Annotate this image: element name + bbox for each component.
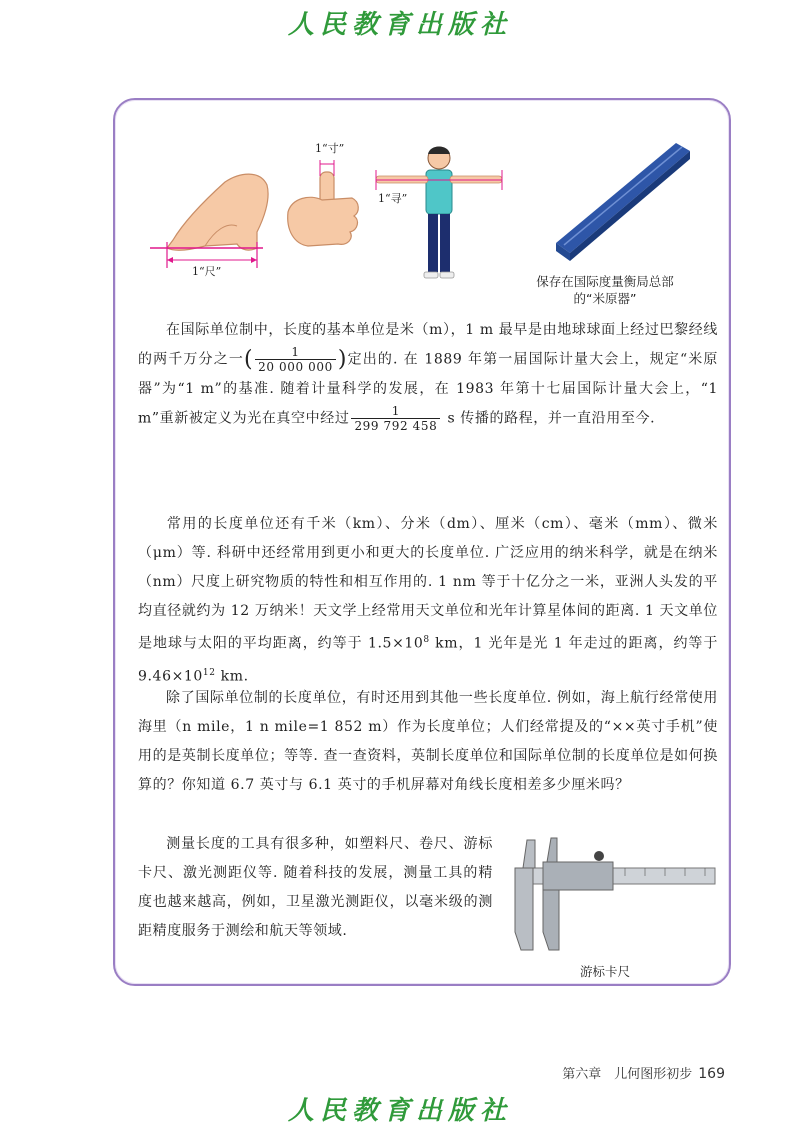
hand-chi-illustration [145, 160, 275, 275]
exponent-12: 12 [202, 667, 216, 678]
paragraph-si-meter: 在国际单位制中，长度的基本单位是米（m），1 m 最早是由地球球面上经过巴黎经线的两千万分之一( $\frac{1}{20 000 000}$ )定出的. 在 1889 年第一届国际计量大会上，规定“米原器”为“1 m”的基准. 随着计量科学的发展，在 1983 年第十七届国际计量大会上，“1 m”重新被定义为光在真空中经过 $\frac{1}{299 792 458}$ s 传播的路程，并一直沿用至今. [138, 322, 718, 433]
caliper-caption: 游标卡尺 [579, 964, 630, 979]
paragraph-measuring-tools [138, 830, 493, 946]
para1-text-b: 定出的. 在 1889 年第一届国际计量大会上，规定“米原器”为“1 m”的基准. 随着计量科学的发展，在 1983 年第十七届国际计量大会上，“1 m”重新被定义为光在真空中经过 [138, 351, 718, 426]
paragraph-length-units [138, 510, 718, 691]
person-xun-illustration [372, 140, 507, 285]
para2-text-c: km. [215, 668, 249, 685]
chi-label: 1“尺” [192, 265, 222, 278]
para2-text-a: 常用的长度单位还有千米（km）、分米（dm）、厘米（cm）、毫米（mm）、微米（μm）等. 科研中还经常用到更小和更大的长度单位. 广泛应用的纳米科学，就是在纳米（nm）尺度上研究物质的特性和相互作用的. 1 nm 等于十亿分之一米，亚洲人头发的平均直径就约为 12 万纳米！天文学上经常用天文单位和光年计算星体间的距离. 1 天文单位是地球与太阳的平均距离，约等于 1.5×10 [138, 516, 718, 652]
xun-label: 1“寻” [378, 192, 408, 205]
chapter-title: 第六章 儿何图形初步 [562, 1067, 693, 1082]
frac2-denominator: 299 792 458 [354, 418, 438, 433]
page-number: 169 [698, 1066, 725, 1082]
publisher-logo-bottom: 人民教育出版社 [287, 1096, 512, 1126]
thumb-cun-illustration [282, 150, 362, 250]
fraction-one-twenty-million [255, 345, 336, 374]
para1-text-a: 在国际单位制中，长度的基本单位是米（m），1 m 最早是由地球球面上经过巴黎经线的两千万分之一 [138, 322, 718, 368]
vernier-caliper-illustration [505, 832, 720, 957]
para4-text: 测量长度的工具有很多种，如塑料尺、卷尺、游标卡尺、激光测距仪等. 随着科技的发展，测量工具的精度也越来越高，例如，卫星激光测距仪，以毫米级的测距精度服务于测绘和航天等领域. [138, 836, 493, 939]
fraction-light-speed [351, 404, 440, 433]
para1-text-c: s 传播的路程，并一直沿用至今. [442, 410, 656, 426]
frac1-denominator: 20 000 000 [258, 360, 333, 374]
exponent-8: 8 [423, 635, 430, 645]
meter-caption-line1: 保存在国际度量衡局总部 [536, 274, 674, 289]
para2-text-b: km，1 光年是光 1 年走过的距离，约等于 9.46×10 [138, 635, 718, 685]
para3-text: 除了国际单位制的长度单位，有时还用到其他一些长度单位. 例如，海上航行经常使用海里（n mile，1 n mile=1 852 m）作为长度单位；人们经常提及的“××英寸手机”使用的是英制长度单位；等等. 查一查资料，英制长度单位和国际单位制的长度单位是如何换算的？你知道 6.7 英寸与 6.1 英寸的手机屏幕对角线长度相差多少厘米吗？ [138, 690, 718, 793]
meter-caption-line2: 的“米原器” [573, 291, 637, 306]
frac1-numerator: 1 [255, 345, 336, 360]
publisher-logo-top: 人民教育出版社 [287, 10, 512, 40]
page-footer [545, 1063, 725, 1082]
paragraph-other-units [138, 684, 718, 800]
frac2-numerator: 1 [351, 404, 440, 419]
meter-prototype-illustration [548, 135, 698, 265]
cun-label: 1“寸” [315, 142, 345, 155]
